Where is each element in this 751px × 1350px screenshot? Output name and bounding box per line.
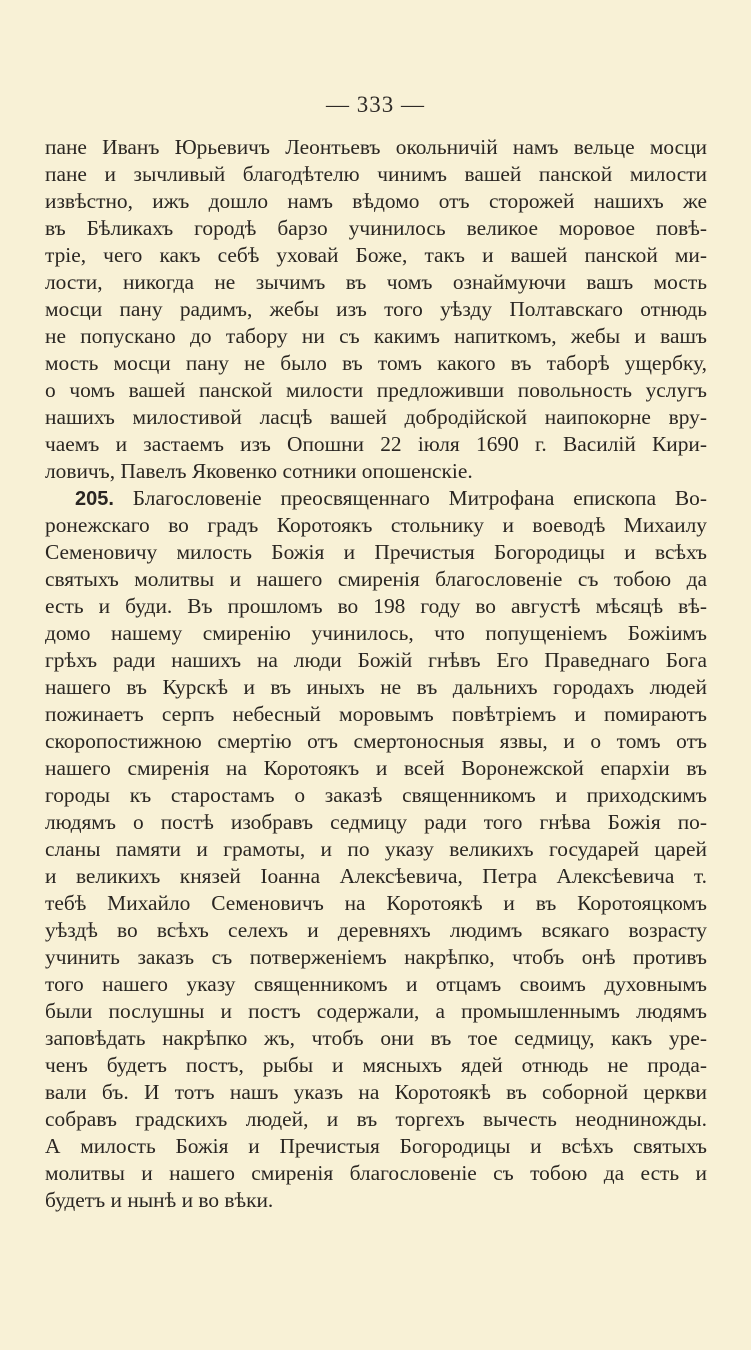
text-line: мость мосци пану не было въ томъ какого въ таборѣ ущербку, — [45, 351, 707, 375]
text-line: пожинаетъ серпъ небесный моровымъ повѣтріемъ и помираютъ — [45, 702, 707, 726]
text-line: молитвы и нашего смиренія благословеніе съ тобою да есть и — [45, 1161, 707, 1185]
text-line: домо нашему смиренію учинилось, что попущеніемъ Божіимъ — [45, 621, 707, 645]
text-line: сланы памяти и грамоты, и по указу великихъ государей царей — [45, 837, 707, 861]
text-line: тебѣ Михайло Семеновичъ на Коротоякѣ и въ Коротояцкомъ — [45, 891, 707, 915]
text-line: будетъ и нынѣ и во вѣки. — [45, 1188, 274, 1212]
text-line: и великихъ князей Іоанна Алексѣевича, Петра Алексѣевича т. — [45, 864, 707, 888]
text-line: лости, никогда не зычимъ въ чомъ ознаймуючи вашъ мость — [45, 270, 707, 294]
text-line: ронежскаго во градъ Коротоякъ стольнику и воеводѣ Михаилу — [45, 513, 707, 537]
text-line: людямъ о постѣ изобравъ седмицу ради того гнѣва Божія по- — [45, 810, 707, 834]
text-line: собравъ градскихъ людей, и въ торгехъ вычесть неодниножды. — [45, 1107, 707, 1131]
text-line: Семеновичу милость Божія и Пречистыя Богородицы и всѣхъ — [45, 540, 707, 564]
text-line: ченъ будетъ постъ, рыбы и мясныхъ ядей отнюдь не прода- — [45, 1053, 707, 1077]
text-line: тріе, чего какъ себѣ уховай Боже, такъ и вашей панской ми- — [45, 243, 707, 267]
text-line: не попускано до табору ни съ какимъ напиткомъ, жебы и вашъ — [45, 324, 707, 348]
text-line: были послушны и постъ содержали, а промышленнымъ людямъ — [45, 999, 707, 1023]
text-line: мосци пану радимъ, жебы изъ того уѣзду Полтавскаго отнюдь — [45, 297, 707, 321]
paragraph-first-line — [45, 485, 707, 512]
text-line: заповѣдать накрѣпко жъ, чтобъ они въ тое седмицу, какъ уре- — [45, 1026, 707, 1050]
text-line: нашихъ милостивой ласцѣ вашей добродійской наипокорне вру- — [45, 405, 707, 429]
text-line: святыхъ молитвы и нашего смиренія благословеніе съ тобою да — [45, 567, 707, 591]
text-line: того нашего указу священникомъ и отцамъ своимъ духовнымъ — [45, 972, 707, 996]
text-line: чаемъ и застаемъ изъ Опошни 22 іюля 1690 г. Василій Кири- — [45, 432, 707, 456]
text-line: извѣстно, ижъ дошло намъ вѣдомо отъ сторожей нашихъ же — [45, 189, 707, 213]
text-line: вали бъ. И тотъ нашъ указъ на Коротоякѣ въ соборной церкви — [45, 1080, 707, 1104]
page-number: — 333 — — [326, 92, 425, 117]
text-line: скоропостижною смертію отъ смертоносныя язвы, и о томъ отъ — [45, 729, 707, 753]
text-line: въ Бѣликахъ городѣ барзо учинилось великое моровое повѣ- — [45, 216, 707, 240]
text-line: А милость Божія и Пречистыя Богородицы и всѣхъ святыхъ — [45, 1134, 707, 1158]
text-line: есть и буди. Въ прошломъ во 198 году во августѣ мѣсяцѣ вѣ- — [45, 594, 707, 618]
text-line: учинить заказъ съ потверженіемъ накрѣпко, чтобъ онѣ противъ — [45, 945, 707, 969]
text-line: городы къ старостамъ о заказѣ священникомъ и приходскимъ — [45, 783, 707, 807]
paragraph-number: 205. — [75, 488, 114, 510]
text-line: нашего въ Курскѣ и въ иныхъ не въ дальнихъ городахъ людей — [45, 675, 707, 699]
text-line: о чомъ вашей панской милости предложивши повольность услугъ — [45, 378, 707, 402]
text-line: уѣздѣ во всѣхъ селехъ и деревняхъ людимъ всякаго возрасту — [45, 918, 707, 942]
text-line: пане Иванъ Юрьевичъ Леонтьевъ окольничій намъ вельце мосци — [45, 135, 707, 159]
text-line: пане и зычливый благодѣтелю чинимъ вашей панской милости — [45, 162, 707, 186]
paragraph-first-line-text: Благословеніе преосвященнаго Митрофана епископа Во- — [113, 486, 707, 510]
text-line: грѣхъ ради нашихъ на люди Божій гнѣвъ Его Праведнаго Бога — [45, 648, 707, 672]
text-line: нашего смиренія на Коротоякъ и всей Воронежской епархіи въ — [45, 756, 707, 780]
text-line: ловичъ, Павелъ Яковенко сотники опошенскіе. — [45, 459, 473, 483]
